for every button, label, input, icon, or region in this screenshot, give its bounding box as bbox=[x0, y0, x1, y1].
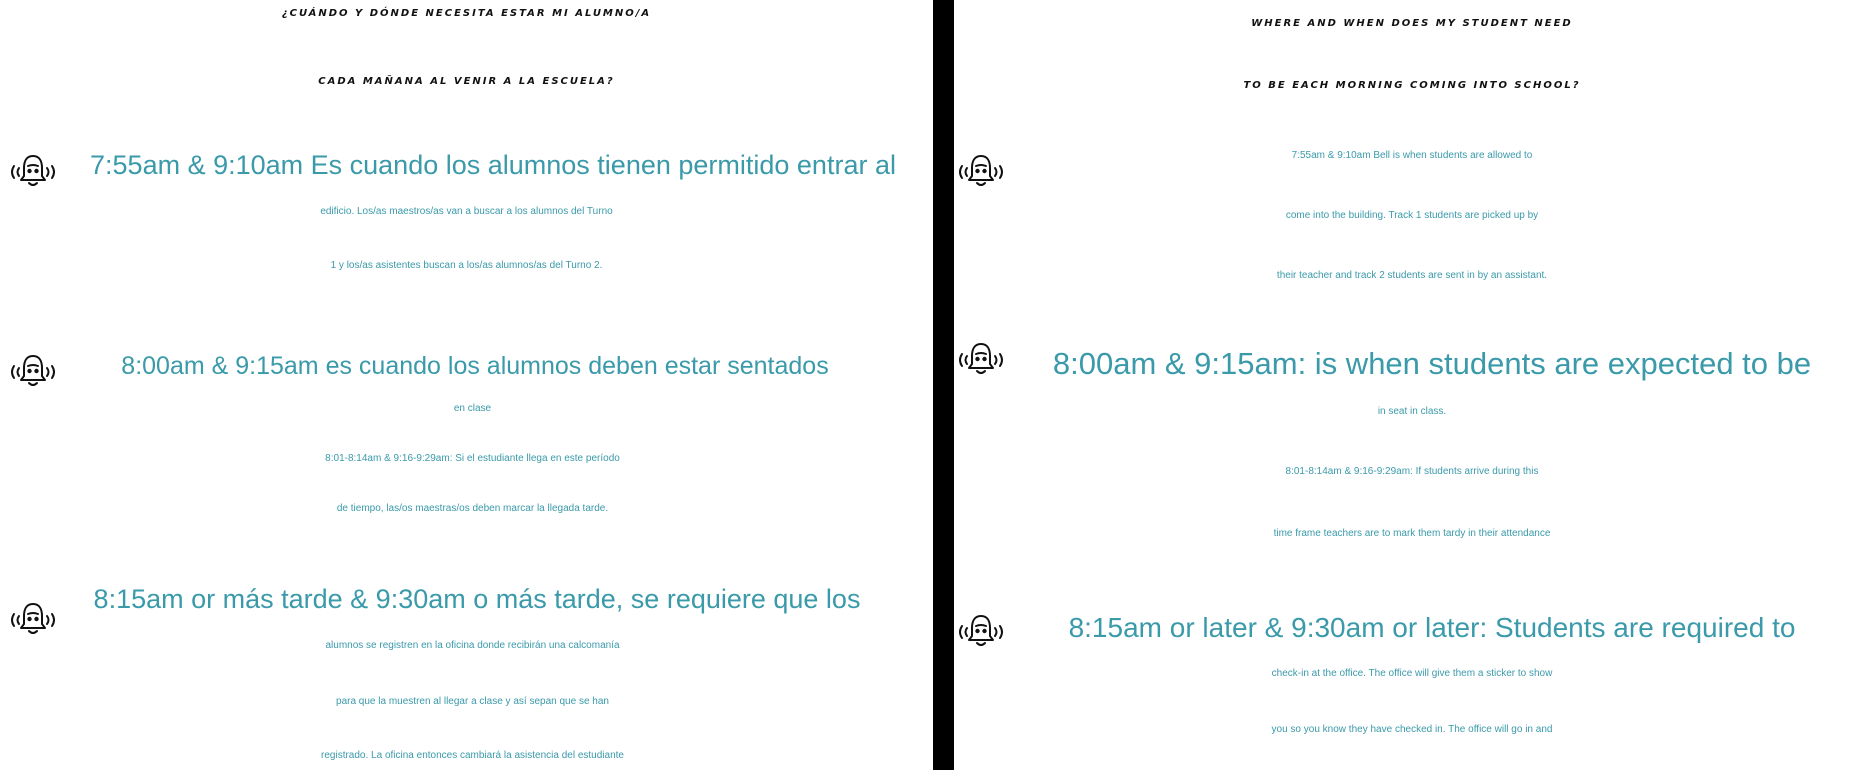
section2-line2: en clase bbox=[453, 403, 492, 414]
section3-line3: you so you know they have checked in. The office will go in and bbox=[1271, 724, 1553, 735]
heading-line-1: WHERE AND WHEN DOES MY STUDENT NEED bbox=[1251, 18, 1573, 29]
section1-line3: their teacher and track 2 students are sent in by an assistant. bbox=[1276, 270, 1548, 281]
section2-line3: 8:01-8:14am & 9:16-9:29am: If students arrive during this bbox=[1285, 466, 1539, 477]
section2-line4: de tiempo, las/os maestras/os deben marcar la llegada tarde. bbox=[336, 503, 609, 514]
section2-line3: 8:01-8:14am & 9:16-9:29am: Si el estudiante llega en este período bbox=[325, 453, 620, 464]
section2-line1: 8:00am & 9:15am: is when students are expected to be bbox=[1052, 346, 1812, 381]
english-panel bbox=[954, 0, 1870, 770]
section3-line1: 8:15am or más tarde & 9:30am o más tarde, se requiere que los bbox=[93, 584, 861, 614]
bell-icon bbox=[6, 600, 60, 638]
section1-line1: 7:55am & 9:10am Bell is when students are allowed to bbox=[1291, 150, 1533, 161]
section3-line2: check-in at the office. The office will give them a sticker to show bbox=[1271, 668, 1553, 679]
section2-line1: 8:00am & 9:15am es cuando los alumnos deben estar sentados bbox=[121, 352, 829, 380]
section1-line1: 7:55am & 9:10am Es cuando los alumnos tienen permitido entrar al bbox=[90, 150, 896, 180]
heading-line-2: TO BE EACH MORNING COMING INTO SCHOOL? bbox=[1243, 80, 1581, 91]
heading-line-1: ¿CUÁNDO Y DÓNDE NECESITA ESTAR MI ALUMNO/A bbox=[281, 8, 652, 19]
bell-icon bbox=[6, 152, 60, 190]
section3-line2: alumnos se registren en la oficina donde recibirán una calcomanía bbox=[325, 640, 620, 651]
section3-line4: registrado. La oficina entonces cambiará la asistencia del estudiante bbox=[321, 750, 624, 761]
section1-line2: come into the building. Track 1 students are picked up by bbox=[1285, 210, 1539, 221]
heading-line-2: CADA MAÑANA AL VENIR A LA ESCUELA? bbox=[318, 76, 615, 87]
section3-line1: 8:15am or later & 9:30am or later: Students are required to bbox=[1068, 612, 1796, 643]
spanish-panel bbox=[0, 0, 933, 770]
section2-line2: in seat in class. bbox=[1377, 406, 1447, 417]
section3-line3: para que la muestren al llegar a clase y así sepan que se han bbox=[336, 696, 609, 707]
bell-icon bbox=[6, 352, 60, 390]
section2-line4: time frame teachers are to mark them tardy in their attendance bbox=[1273, 528, 1551, 539]
section1-line3: 1 y los/as asistentes buscan a los/as alumnos/as del Turno 2. bbox=[330, 260, 603, 271]
section1-line2: edificio. Los/as maestros/as van a buscar a los alumnos del Turno bbox=[320, 206, 613, 217]
